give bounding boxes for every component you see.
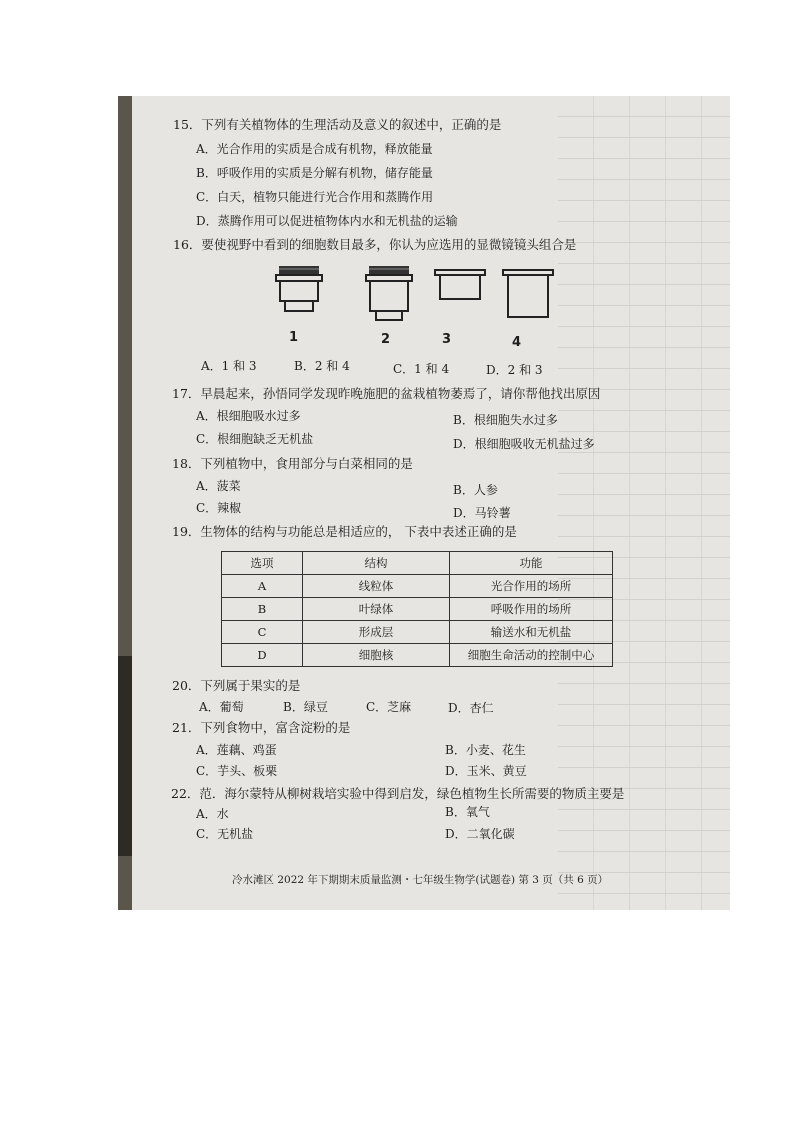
- q20-option-c: C．芝麻: [366, 700, 412, 714]
- q20-stem: 20．下列属于果实的是: [172, 678, 301, 693]
- lens-3-eyepiece-icon: [434, 268, 486, 304]
- q15-option-d: D．蒸腾作用可以促进植物体内水和无机盐的运输: [196, 214, 458, 228]
- q22-stem: 22．范．海尔蒙特从柳树栽培实验中得到启发，绿色植物生长所需要的物质主要是: [171, 786, 625, 801]
- photo-left-edge-dark: [118, 656, 132, 856]
- q21-option-c: C．芋头、板栗: [196, 764, 278, 778]
- q21-option-a: A．莲藕、鸡蛋: [196, 743, 277, 757]
- q17-option-c: C．根细胞缺乏无机盐: [196, 432, 314, 446]
- q22-option-b: B．氧气: [445, 805, 490, 819]
- table-cell: B: [222, 598, 303, 621]
- q20-option-a: A．葡萄: [199, 700, 244, 714]
- table-cell: 光合作用的场所: [450, 575, 613, 598]
- lens-label-1: 1: [289, 330, 299, 345]
- q20-option-b: B．绿豆: [283, 700, 328, 714]
- q22-option-a: A．水: [196, 807, 229, 821]
- q19-table: [221, 551, 613, 667]
- q21-option-d: D．玉米、黄豆: [445, 764, 527, 778]
- table-row: [222, 575, 613, 598]
- table-cell: D: [222, 644, 303, 667]
- table-row: [222, 644, 613, 667]
- lens-4-eyepiece-icon: [502, 268, 554, 322]
- q16-option-a: A．1 和 3: [201, 359, 257, 373]
- table-cell: C: [222, 621, 303, 644]
- q17-option-a: A．根细胞吸水过多: [196, 409, 301, 423]
- table-header-function: 功能: [450, 552, 613, 575]
- q17-option-b: B．根细胞失水过多: [453, 413, 558, 427]
- lens-label-2: 2: [381, 332, 391, 347]
- lens-label-4: 4: [512, 335, 522, 350]
- lens-1-objective-icon: [274, 264, 324, 326]
- q18-option-c: C．辣椒: [196, 501, 242, 515]
- lens-2-objective-icon: [364, 264, 414, 326]
- table-cell: 呼吸作用的场所: [450, 598, 613, 621]
- q15-stem: 15．下列有关植物体的生理活动及意义的叙述中，正确的是: [173, 117, 502, 132]
- q15-option-a: A．光合作用的实质是合成有机物，释放能量: [196, 142, 433, 156]
- table-header-row: [222, 552, 613, 575]
- q16-option-d: D．2 和 3: [486, 363, 543, 377]
- table-cell: 细胞生命活动的控制中心: [450, 644, 613, 667]
- table-row: [222, 621, 613, 644]
- q18-option-a: A．菠菜: [196, 479, 241, 493]
- table-header-structure: 结构: [303, 552, 450, 575]
- q16-stem: 16．要使视野中看到的细胞数目最多，你认为应选用的显微镜镜头组合是: [173, 237, 577, 252]
- q15-option-c: C．白天，植物只能进行光合作用和蒸腾作用: [196, 190, 434, 204]
- q18-option-d: D．马铃薯: [453, 506, 511, 520]
- lens-label-3: 3: [442, 332, 452, 347]
- table-cell: 形成层: [303, 621, 450, 644]
- q16-option-c: C．1 和 4: [393, 362, 450, 376]
- table-cell: 线粒体: [303, 575, 450, 598]
- q22-option-d: D．二氧化碳: [445, 827, 515, 841]
- q15-option-b: B．呼吸作用的实质是分解有机物，储存能量: [196, 166, 433, 180]
- page-footer: 冷水滩区 2022 年下期期末质量监测・七年级生物学(试题卷) 第 3 页（共 6 页）: [232, 874, 609, 886]
- q21-option-b: B．小麦、花生: [445, 743, 526, 757]
- q18-stem: 18．下列植物中，食用部分与白菜相同的是: [172, 456, 413, 471]
- table-cell: 细胞核: [303, 644, 450, 667]
- q17-option-d: D．根细胞吸收无机盐过多: [453, 437, 595, 451]
- q16-option-b: B．2 和 4: [294, 359, 350, 373]
- q17-stem: 17．早晨起来，孙悟同学发现昨晚施肥的盆栽植物萎焉了，请你帮他找出原因: [172, 386, 601, 401]
- q18-option-b: B．人参: [453, 483, 498, 497]
- table-cell: A: [222, 575, 303, 598]
- table-header-option: 选项: [222, 552, 303, 575]
- table-cell: 叶绿体: [303, 598, 450, 621]
- table-cell: 输送水和无机盐: [450, 621, 613, 644]
- q21-stem: 21．下列食物中，富含淀粉的是: [172, 720, 351, 735]
- q20-option-d: D．杏仁: [448, 701, 494, 715]
- q19-stem: 19．生物体的结构与功能总是相适应的， 下表中表述正确的是: [172, 524, 517, 539]
- q22-option-c: C．无机盐: [196, 827, 254, 841]
- table-row: [222, 598, 613, 621]
